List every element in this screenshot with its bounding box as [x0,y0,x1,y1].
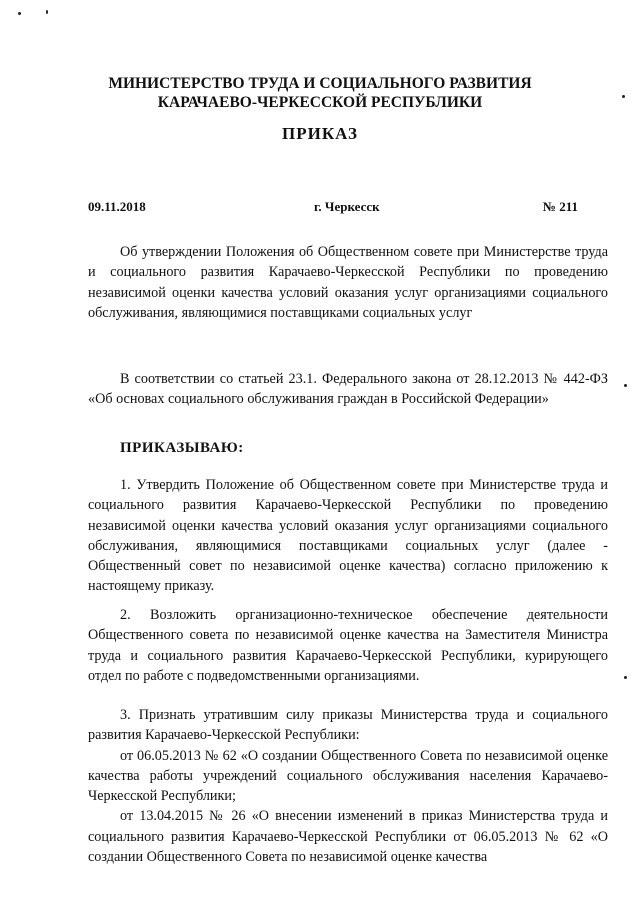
order-item-3-clause-a: от 06.05.2013 № 62 «О создании Общественного Совета по независимой оценке качества работы учреждений социального обслуживания населения Карачаево-Черкесской Республики; [88,747,608,805]
order-item-1: 1. Утвердить Положение об Общественном совете при Министерстве труда и социального развития Карачаево-Черкесской Республики по проведению независимой оценки качества условий оказания услуг организациями социального обслуживания, являющимися поставщиками социальных услуг (далее - Общественный совет по независимой оценке качества) согласно приложению к настоящему приказу. [88,477,608,595]
document-date: 09.11.2018 [88,199,146,214]
legal-basis: В соответствии со статьей 23.1. Федерального закона от 28.12.2013 № 442-ФЗ «Об основах социального обслуживания граждан в Российской Федерации» [88,371,608,408]
scan-speck [18,12,21,15]
ministry-name-line2: КАРАЧАЕВО-ЧЕРКЕССКОЙ РЕСПУБЛИКИ [157,94,483,111]
order-item-3-intro: 3. Признать утратившим силу приказы Министерства труда и социального развития Карачаево-Черкесской Республики: [88,707,608,744]
order-item-3-clause-b: от 13.04.2015 № 26 «О внесении изменений в приказ Министерства труда и социального развития Карачаево-Черкесской Республики от 06.05.2013 № 62 «О создании Общественного Совета по независимой оценке качества [88,808,608,866]
order-item-2: 2. Возложить организационно-техническое обеспечение деятельности Общественного совета по независимой оценке качества на Заместителя Министра труда и социального развития Карачаево-Черкесской Республики, курирующего отдел по работе с подведомственными организациями. [88,607,608,684]
ministry-header [0,74,640,112]
order-item-3 [88,705,608,867]
scan-speck [46,10,48,14]
order-heading: ПРИКАЗЫВАЮ: [120,440,244,456]
scan-speck [624,676,627,679]
document-number: № 211 [542,199,578,214]
scan-speck [624,384,627,387]
document-meta [88,199,578,217]
ministry-name-line1: МИНИСТЕРСТВО ТРУДА И СОЦИАЛЬНОГО РАЗВИТИЯ [108,75,532,92]
document-subject: Об утверждении Положения об Общественном совете при Министерстве труда и социального развития Карачаево-Черкесской Республики по проведению независимой оценки качества условий оказания услуг организациями социального обслуживания, являющимися поставщиками социальных услуг [88,244,608,321]
document-city: г. Черкесск [314,199,380,214]
document-title: ПРИКАЗ [282,124,358,143]
